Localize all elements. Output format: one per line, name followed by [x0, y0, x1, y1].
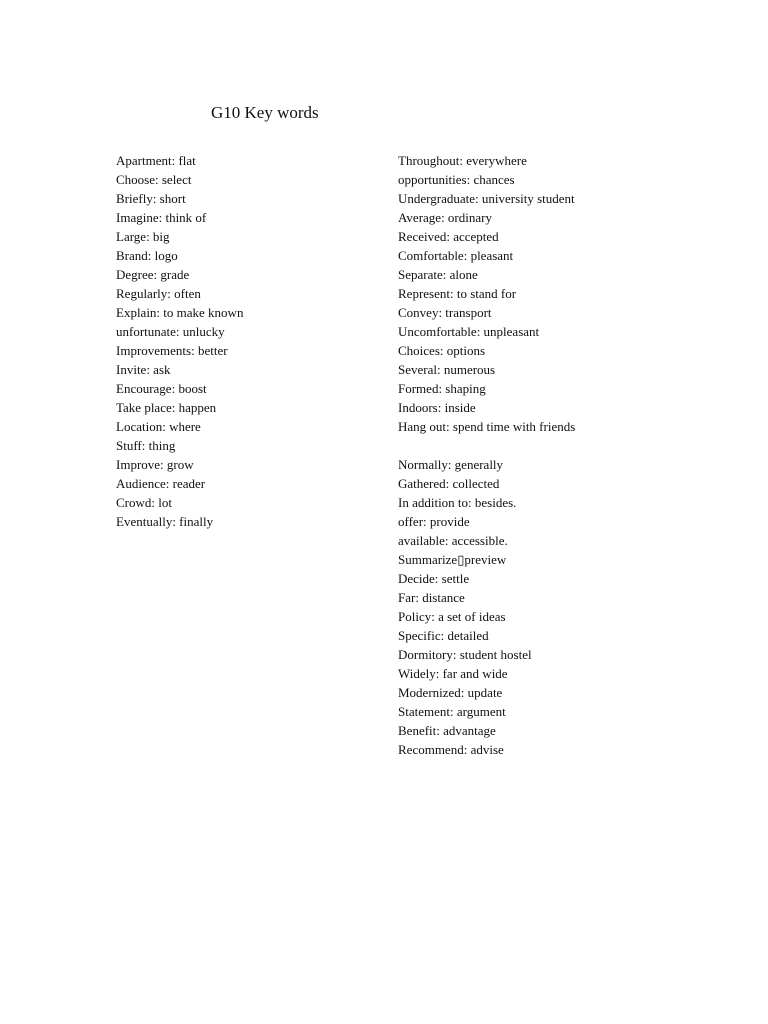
- keyword-entry: Stuff: thing: [116, 438, 176, 453]
- left-keyword-list: [116, 151, 376, 531]
- keyword-entry: Invite: ask: [116, 362, 171, 377]
- keyword-entry: Decide: settle: [398, 571, 470, 586]
- keyword-entry: Benefit: advantage: [398, 723, 496, 738]
- keyword-entry: Undergraduate: university student: [398, 191, 575, 206]
- keyword-entry: Convey: transport: [398, 305, 492, 320]
- keyword-entry: Far: distance: [398, 590, 465, 605]
- keyword-entry: In addition to: besides.: [398, 495, 517, 510]
- keyword-entry: Average: ordinary: [398, 210, 492, 225]
- keyword-entry: unfortunate: unlucky: [116, 324, 225, 339]
- keyword-entry: Encourage: boost: [116, 381, 207, 396]
- keyword-entry: Comfortable: pleasant: [398, 248, 514, 263]
- keyword-entry: Summarize▯preview: [398, 552, 507, 567]
- keyword-entry: Choose: select: [116, 172, 192, 187]
- keyword-entry: Choices: options: [398, 343, 486, 358]
- keyword-entry: Recommend: advise: [398, 742, 504, 757]
- keyword-entry: Throughout: everywhere: [398, 153, 527, 168]
- keyword-entry: offer: provide: [398, 514, 470, 529]
- keyword-entry: Normally: generally: [398, 457, 504, 472]
- keyword-entry: Brand: logo: [116, 248, 178, 263]
- keyword-entry: Large: big: [116, 229, 170, 244]
- keyword-entry: Widely: far and wide: [398, 666, 508, 681]
- keyword-entry: Gathered: collected: [398, 476, 500, 491]
- right-keyword-list: [398, 151, 728, 759]
- keyword-entry: Explain: to make known: [116, 305, 244, 320]
- keyword-entry: Crowd: lot: [116, 495, 172, 510]
- keyword-entry: Modernized: update: [398, 685, 503, 700]
- keyword-entry: opportunities: chances: [398, 172, 515, 187]
- keyword-entry: Several: numerous: [398, 362, 496, 377]
- keyword-entry: Improve: grow: [116, 457, 194, 472]
- keyword-entry: Audience: reader: [116, 476, 206, 491]
- keyword-entry: Represent: to stand for: [398, 286, 517, 301]
- keyword-entry: Degree: grade: [116, 267, 190, 282]
- keyword-entry: Formed: shaping: [398, 381, 486, 396]
- keyword-entry: Regularly: often: [116, 286, 201, 301]
- page-title: G10 Key words: [211, 103, 319, 122]
- blank-line: [398, 436, 728, 455]
- keyword-entry: Indoors: inside: [398, 400, 476, 415]
- keyword-entry: Apartment: flat: [116, 153, 196, 168]
- keyword-entry: Uncomfortable: unpleasant: [398, 324, 540, 339]
- keyword-entry: Take place: happen: [116, 400, 217, 415]
- keyword-entry: Statement: argument: [398, 704, 506, 719]
- keyword-entry: Received: accepted: [398, 229, 499, 244]
- keyword-entry: Policy: a set of ideas: [398, 609, 506, 624]
- keyword-entry: Hang out: spend time with friends: [398, 419, 576, 434]
- keyword-entry: Briefly: short: [116, 191, 186, 206]
- keyword-entry: Improvements: better: [116, 343, 228, 358]
- keyword-entry: Separate: alone: [398, 267, 478, 282]
- keyword-entry: available: accessible.: [398, 533, 508, 548]
- keyword-entry: Eventually: finally: [116, 514, 214, 529]
- keyword-entry: Location: where: [116, 419, 201, 434]
- keyword-entry: Dormitory: student hostel: [398, 647, 532, 662]
- keyword-entry: Specific: detailed: [398, 628, 489, 643]
- keyword-entry: Imagine: think of: [116, 210, 207, 225]
